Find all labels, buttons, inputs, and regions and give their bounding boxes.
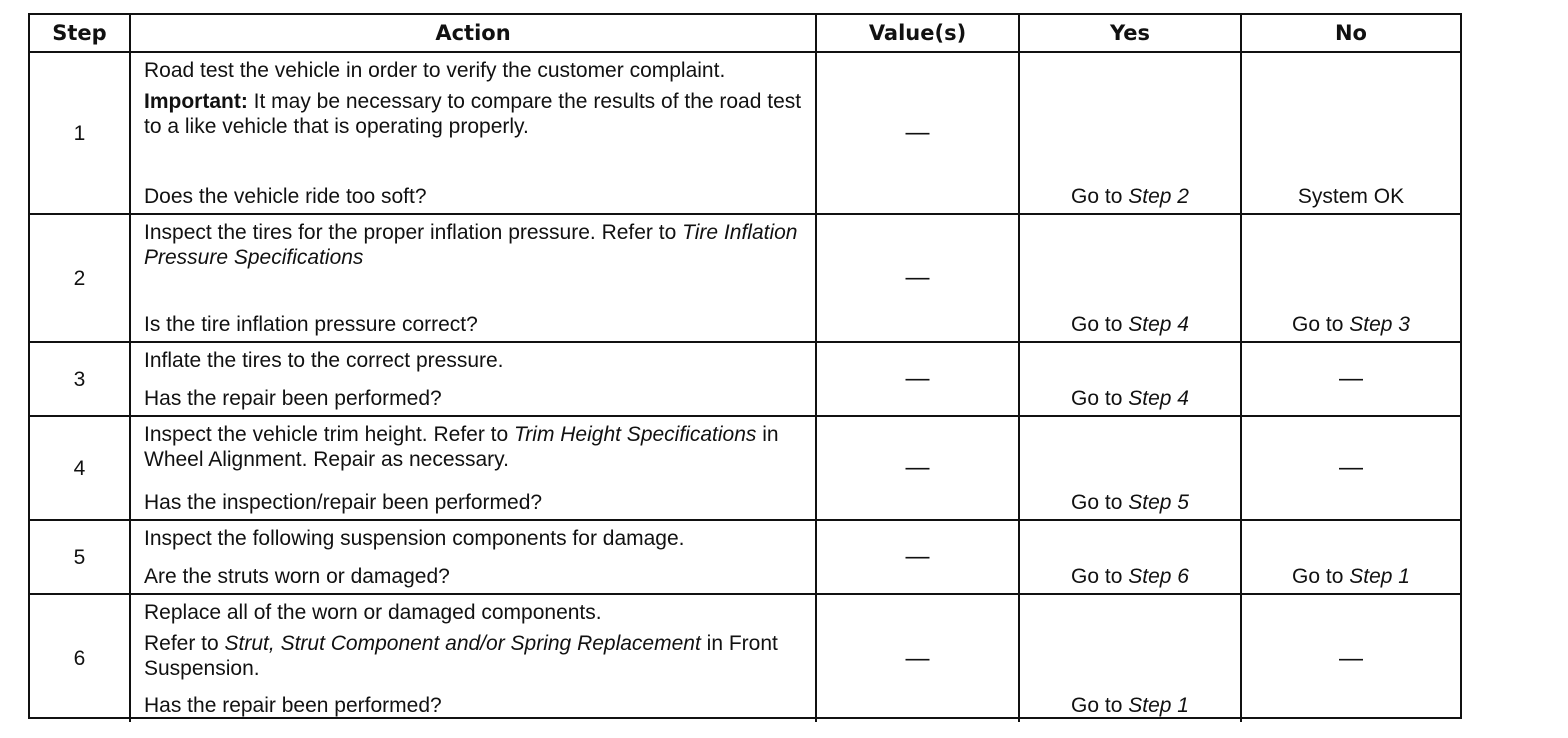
action-cell — [130, 520, 816, 594]
value-dash: — — [905, 454, 930, 481]
no-cell — [1241, 214, 1460, 342]
no-cell — [1241, 594, 1460, 722]
action-cell — [130, 214, 816, 342]
action-question: Has the inspection/repair been performed? — [144, 491, 543, 514]
header-row — [30, 15, 1460, 52]
table-row — [30, 594, 1460, 722]
value-dash: — — [905, 543, 930, 570]
yes-step-link[interactable]: Step 5 — [1128, 491, 1189, 514]
value-cell — [816, 416, 1019, 520]
no-cell — [1241, 342, 1460, 416]
action-question: Does the vehicle ride too soft? — [144, 185, 427, 208]
value-dash: — — [905, 644, 930, 672]
yes-step-link[interactable]: Step 6 — [1128, 565, 1189, 588]
yes-cell — [1019, 416, 1241, 520]
no-dash: — — [1339, 365, 1363, 392]
no-cell — [1241, 52, 1460, 214]
yes-prefix: Go to — [1071, 491, 1129, 514]
header-values: Value(s) — [816, 15, 1019, 52]
action-question: Has the repair been performed? — [144, 694, 442, 717]
step-number: 3 — [30, 342, 130, 416]
no-text: System OK — [1297, 185, 1405, 208]
action-cell — [130, 342, 816, 416]
yes-step-link[interactable]: Step 2 — [1128, 185, 1189, 208]
action-text — [144, 631, 805, 681]
action-reference[interactable]: Tire Inflation Pressure Specifications — [144, 221, 798, 269]
yes-prefix: Go to — [1071, 387, 1129, 410]
value-dash: — — [905, 264, 930, 291]
step-number: 5 — [30, 520, 130, 594]
step-number: 1 — [30, 52, 130, 214]
yes-prefix: Go to — [1071, 694, 1129, 717]
yes-step-link[interactable]: Step 4 — [1128, 313, 1189, 336]
yes-cell — [1019, 520, 1241, 594]
action-question: Is the tire inflation pressure correct? — [144, 313, 478, 336]
yes-prefix: Go to — [1071, 185, 1129, 208]
action-text-plain: Inspect the vehicle trim height. Refer to — [144, 423, 515, 446]
no-dash: — — [1339, 644, 1363, 672]
yes-prefix: Go to — [1071, 313, 1129, 336]
table-row — [30, 342, 1460, 416]
yes-cell — [1019, 214, 1241, 342]
no-cell — [1241, 520, 1460, 594]
no-step-link[interactable]: Step 1 — [1349, 565, 1410, 588]
action-cell — [130, 594, 816, 722]
action-text-suffix: in Wheel Alignment. Repair as necessary. — [144, 423, 779, 471]
table-row — [30, 520, 1460, 594]
no-dash: — — [1339, 454, 1363, 481]
action-reference[interactable]: Strut, Strut Component and/or Spring Replacement — [224, 632, 701, 655]
header-step: Step — [30, 15, 130, 52]
action-question: Are the struts worn or damaged? — [144, 565, 450, 588]
action-text — [144, 220, 805, 270]
important-note — [144, 89, 805, 139]
value-cell — [816, 594, 1019, 722]
step-number: 6 — [30, 594, 130, 722]
value-dash: — — [905, 119, 930, 146]
action-text: Inspect the following suspension components for damage. — [144, 527, 685, 550]
action-reference[interactable]: Trim Height Specifications — [514, 423, 757, 446]
yes-step-link[interactable]: Step 4 — [1128, 387, 1189, 410]
no-prefix: Go to — [1292, 313, 1350, 336]
header-yes: Yes — [1019, 15, 1241, 52]
yes-cell — [1019, 594, 1241, 722]
action-text-plain: Refer to — [144, 632, 225, 655]
yes-cell — [1019, 52, 1241, 214]
no-prefix: Go to — [1292, 565, 1350, 588]
table-row — [30, 214, 1460, 342]
important-label: Important: — [144, 90, 248, 113]
value-cell — [816, 520, 1019, 594]
value-cell — [816, 214, 1019, 342]
action-text: Inflate the tires to the correct pressure. — [144, 349, 504, 372]
no-step-link[interactable]: Step 3 — [1349, 313, 1410, 336]
action-text: Road test the vehicle in order to verify the customer complaint. — [144, 59, 726, 82]
action-cell — [130, 416, 816, 520]
action-text — [144, 422, 805, 472]
step-number: 4 — [30, 416, 130, 520]
table-row — [30, 416, 1460, 520]
diagnostic-table — [30, 15, 1460, 722]
action-cell — [130, 52, 816, 214]
value-cell — [816, 52, 1019, 214]
header-no: No — [1241, 15, 1460, 52]
value-cell — [816, 342, 1019, 416]
action-text-plain: Inspect the tires for the proper inflation pressure. Refer to — [144, 221, 683, 244]
action-question: Has the repair been performed? — [144, 387, 442, 410]
yes-step-link[interactable]: Step 1 — [1128, 694, 1189, 717]
table-row — [30, 52, 1460, 214]
important-text: It may be necessary to compare the results of the road test to a like vehicle that is operating properly. — [144, 90, 802, 138]
value-dash: — — [905, 365, 930, 392]
header-action: Action — [130, 15, 816, 52]
diagnostic-table-frame — [28, 13, 1462, 719]
yes-prefix: Go to — [1071, 565, 1129, 588]
no-cell — [1241, 416, 1460, 520]
step-number: 2 — [30, 214, 130, 342]
action-text: Replace all of the worn or damaged components. — [144, 601, 602, 624]
action-text-suffix: in Front Suspension. — [144, 632, 778, 680]
yes-cell — [1019, 342, 1241, 416]
